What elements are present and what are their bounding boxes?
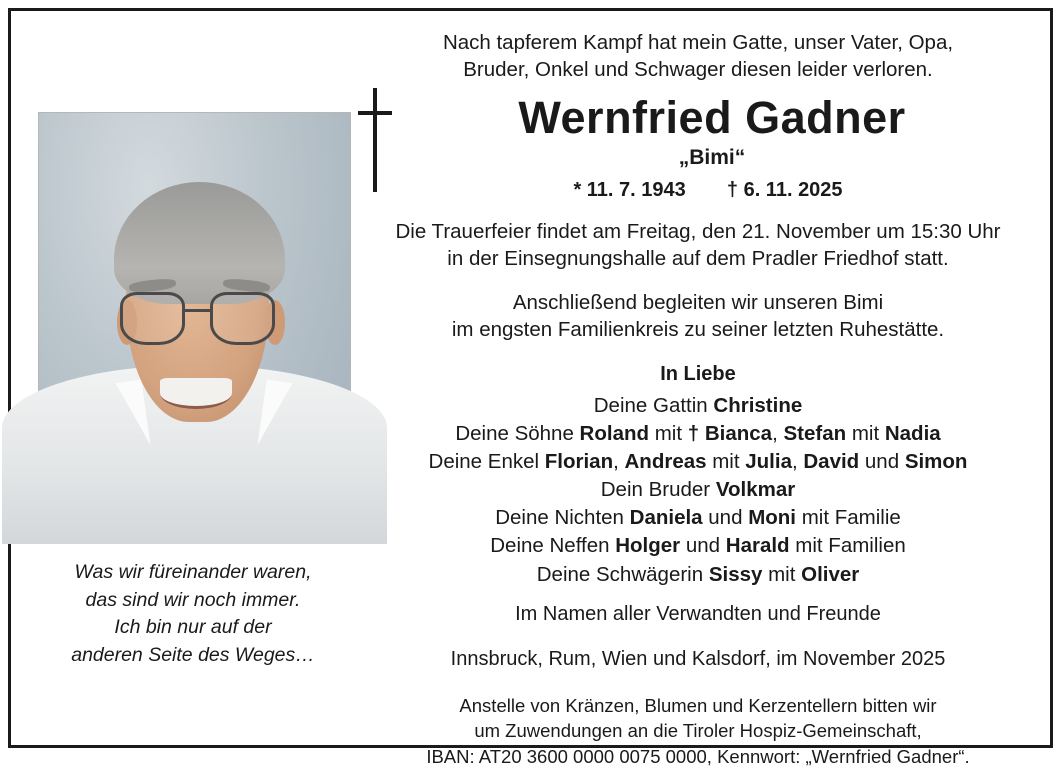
family-line: Deine Neffen Holger und Harald mit Familien [490,534,906,558]
birth-date: * 11. 7. 1943 [573,179,686,202]
right-column [356,11,1050,767]
burial-details [356,289,1040,344]
donation-line: Anstelle von Kränzen, Blumen und Kerzentellern bitten wir [459,694,937,716]
burial-line: Anschließend begleiten wir unseren Bimi [512,290,884,314]
family-line: Deine Nichten Daniela und Moni mit Familie [495,506,901,530]
place-and-date: Innsbruck, Rum, Wien und Kalsdorf, im November 2025 [450,647,946,670]
name-block [356,91,1040,203]
nickname: „Bimi“ [678,146,746,170]
family-line: Dein Bruder Volkmar [600,478,796,502]
photo-lens-left [120,292,185,345]
epitaph [11,559,348,670]
family-line: Deine Gattin Christine [593,394,803,418]
epitaph-line: anderen Seite des Weges… [71,644,315,667]
family-line: Deine Söhne Roland mit † Bianca, Stefan mit Nadia [455,422,941,446]
donation-line: um Zuwendungen an die Tiroler Hospiz-Gemeinschaft, [474,720,922,742]
service-line: in der Einsegnungshalle auf dem Pradler Friedhof statt. [447,247,949,271]
epitaph-line: Ich bin nur auf der [114,616,272,639]
burial-line: im engsten Familienkreis zu seiner letzten Ruhestätte. [451,317,945,341]
relatives-note: Im Namen aller Verwandten und Freunde [515,602,881,625]
photo-smile [160,378,232,409]
service-line: Die Trauerfeier findet am Freitag, den 21. November um 15:30 Uhr [395,220,1001,244]
service-details [356,218,1040,273]
photo-glasses-bridge [185,309,210,312]
death-date: † 6. 11. 2025 [726,179,843,202]
notice-content [11,11,1050,767]
family-list [356,392,1040,589]
life-dates [356,179,1040,202]
epitaph-line: Was wir füreinander waren, [74,561,312,583]
donation-note [356,693,1040,769]
donation-line: IBAN: AT20 3600 0000 0075 0000, Kennwort: „Wernfried Gadner“. [426,745,970,767]
epitaph-line: das sind wir noch immer. [85,588,301,611]
photo-lens-right [210,292,275,345]
intro-line: Nach tapferem Kampf hat mein Gatte, unser Vater, Opa, [442,31,954,54]
family-line: Deine Enkel Florian, Andreas mit Julia, David und Simon [428,450,968,474]
in-liebe-heading: In Liebe [660,363,736,386]
photo-glasses [120,292,276,345]
cross-icon [358,88,392,192]
deceased-name: Wernfried Gadner [518,91,906,143]
intro-text [356,29,1040,84]
family-line: Deine Schwägerin Sissy mit Oliver [536,562,860,586]
intro-line: Bruder, Onkel und Schwager diesen leider verloren. [463,58,933,82]
portrait-photo [38,112,351,521]
left-column [11,11,356,745]
